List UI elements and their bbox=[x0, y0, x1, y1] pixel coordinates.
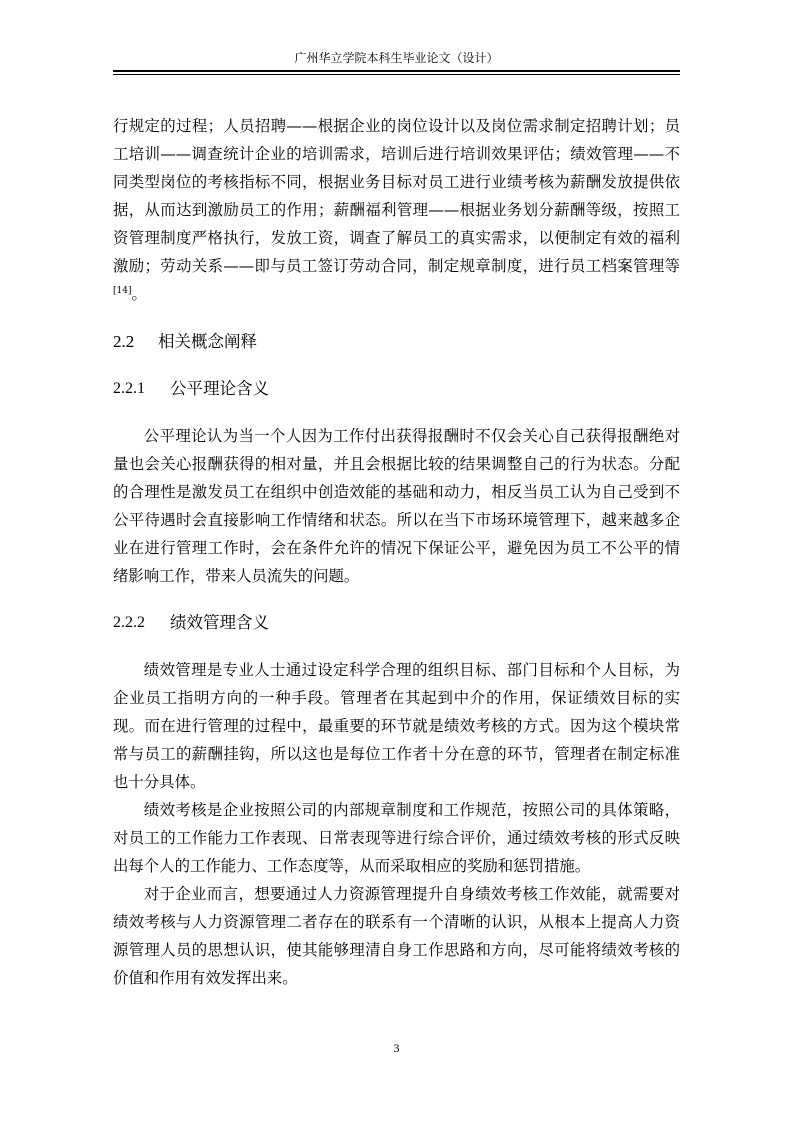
citation-marker: [14] bbox=[113, 285, 132, 296]
page-body bbox=[113, 112, 680, 992]
equity-theory-paragraph: 公平理论认为当一个人因为工作付出获得报酬时不仅会关心自己获得报酬绝对量也会关心报酬获得的相对量，并且会根据比较的结果调整自己的行为状态。分配的合理性是激发员工在组织中创造效能的基础和动力，相反当员工认为自己受到不公平待遇时会直接影响工作情绪和状态。所以在当下市场环境管理下，越来越多企业在进行管理工作时，会在条件允许的情况下保证公平，避免因为员工不公平的情绪影响工作，带来人员流失的问题。 bbox=[113, 427, 680, 585]
section-heading-2-2 bbox=[113, 329, 680, 355]
header-rule-thick bbox=[113, 70, 680, 72]
subsection-number: 2.2.2 bbox=[113, 614, 145, 631]
section-heading-2-2-1 bbox=[113, 376, 680, 402]
section-number: 2.2 bbox=[113, 332, 135, 351]
subsection-title: 绩效管理含义 bbox=[170, 613, 269, 632]
section-title: 相关概念阐释 bbox=[158, 332, 257, 351]
intro-paragraph bbox=[113, 112, 680, 308]
section-heading-2-2-2 bbox=[113, 610, 680, 636]
running-header: 广州华立学院本科生毕业论文（设计） bbox=[294, 51, 499, 65]
subsection-title: 公平理论含义 bbox=[170, 379, 269, 398]
intro-paragraph-text: 行规定的过程；人员招聘——根据企业的岗位设计以及岗位需求制定招聘计划；员工培训——调查统计企业的培训需求，培训后进行培训效果评估；绩效管理——不同类型岗位的考核指标不同，根据业务目标对员工进行业绩考核为薪酬发放提供依据，从而达到激励员工的作用；薪酬福利管理——根据业务划分薪酬等级，按照工资管理制度严格执行，发放工资，调查了解员工的真实需求，以便制定有效的福利激励；劳动关系——即与员工签订劳动合同，制定规章制度，进行员工档案管理等 bbox=[113, 117, 680, 275]
performance-paragraph-1: 绩效管理是专业人士通过设定科学合理的组织目标、部门目标和个人目标，为企业员工指明方向的一种手段。管理者在其起到中介的作用，保证绩效目标的实现。而在进行管理的过程中，最重要的环节就是绩效考核的方式。因为这个模块常常与员工的薪酬挂钩，所以这也是每位工作者十分在意的环节，管理者在制定标准也十分具体。 bbox=[113, 661, 680, 791]
header-rule-thin bbox=[113, 74, 680, 75]
page-number: 3 bbox=[393, 1041, 400, 1055]
subsection-number: 2.2.1 bbox=[113, 380, 145, 397]
intro-paragraph-tail: 。 bbox=[131, 285, 147, 303]
performance-paragraph-2: 绩效考核是企业按照公司的内部规章制度和工作规范，按照公司的具体策略，对员工的工作能力工作表现、日常表现等进行综合评价，通过绩效考核的形式反映出每个人的工作能力、工作态度等，从而采取相应的奖励和惩罚措施。 bbox=[113, 801, 680, 875]
performance-paragraph-3: 对于企业而言，想要通过人力资源管理提升自身绩效考核工作效能，就需要对绩效考核与人力资源管理二者存在的联系有一个清晰的认识，从根本上提高人力资源管理人员的思想认识，使其能够理清自身工作思路和方向，尽可能将绩效考核的价值和作用有效发挥出来。 bbox=[113, 885, 680, 987]
